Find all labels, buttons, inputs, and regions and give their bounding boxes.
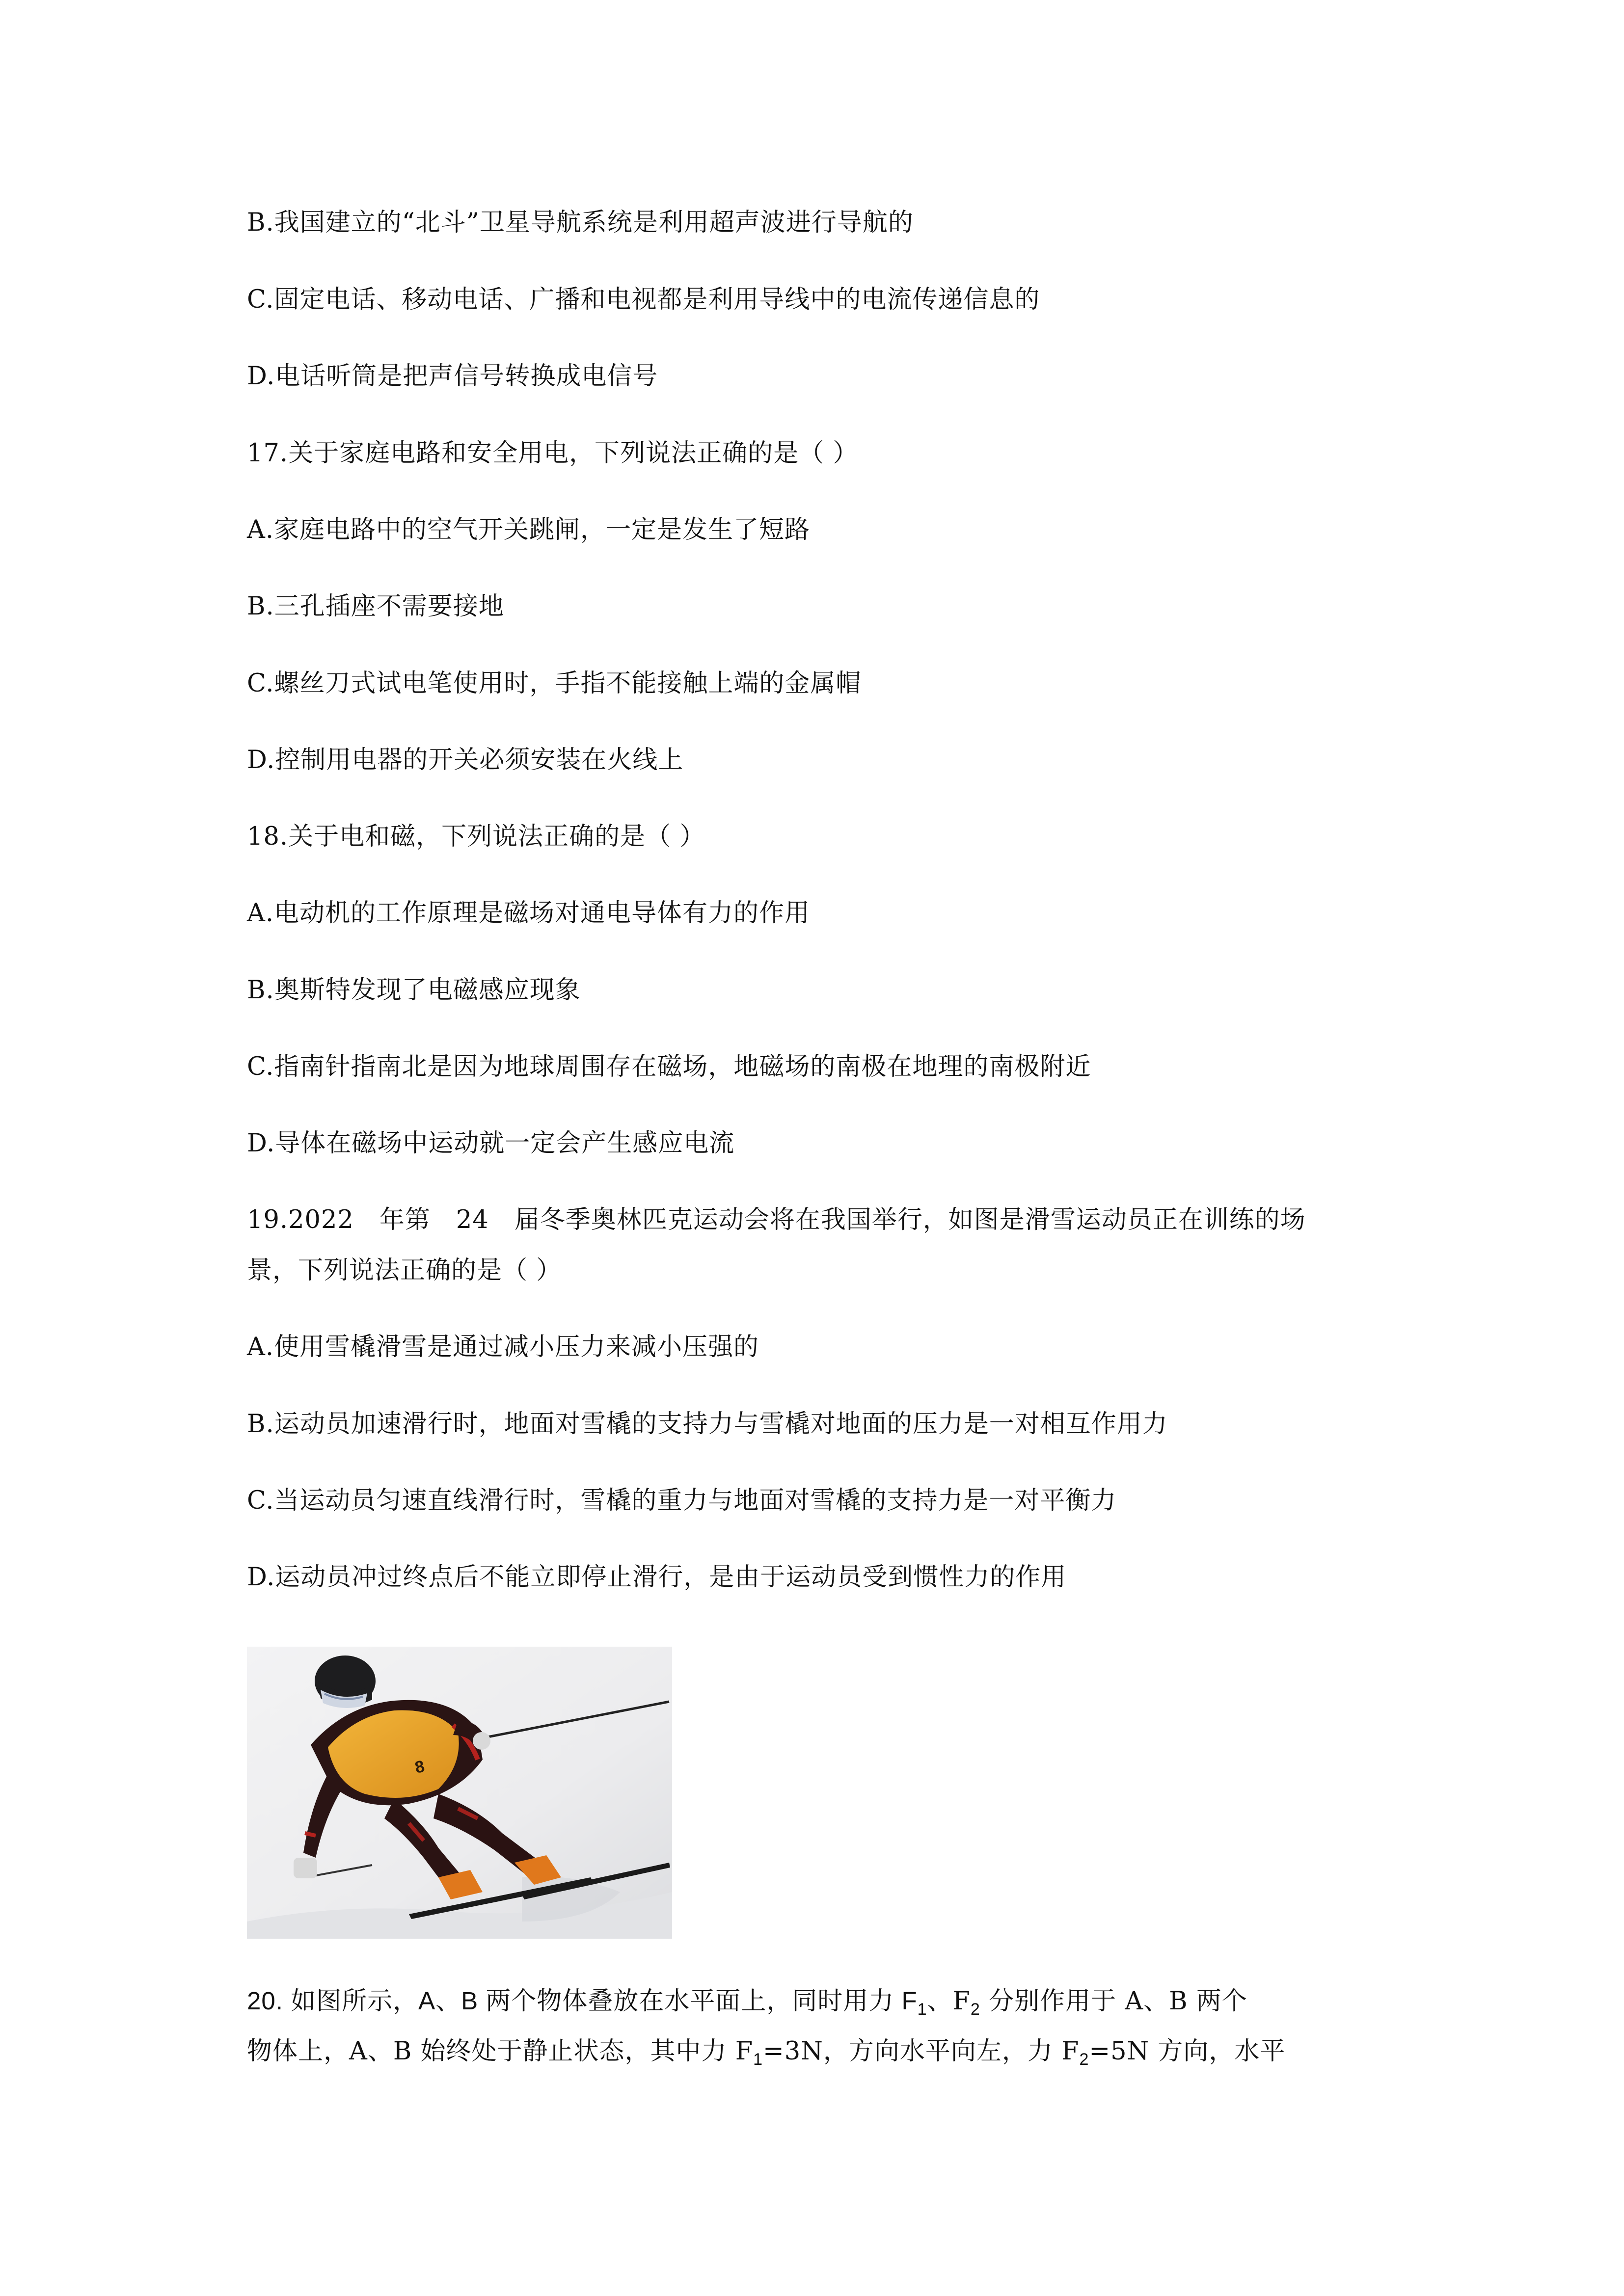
q20-line2-part-c: =5N 方向，水平 <box>1089 2037 1286 2066</box>
q20-line2-part-b: =3N，方向水平向左，力 F <box>763 2037 1080 2066</box>
line-16-c: C.固定电话、移动电话、广播和电视都是利用导线中的电流传递信息的 <box>247 285 1040 314</box>
f1-subscript: 1 <box>917 2000 927 2019</box>
q20-line2-part-a: 物体上，A、B 始终处于静止状态，其中力 F <box>247 2037 754 2066</box>
line-19-a: A.使用雪橇滑雪是通过减小压力来减小压强的 <box>247 1333 759 1362</box>
f2-subscript: 2 <box>970 2000 980 2019</box>
question-18-stem: 18.关于电和磁，下列说法正确的是（ ） <box>247 822 705 851</box>
skier-illustration <box>247 1647 672 1939</box>
line-17-c: C.螺丝刀式试电笔使用时，手指不能接触上端的金属帽 <box>247 669 862 698</box>
line-19-b: B.运动员加速滑行时，地面对雪橇的支持力与雪橇对地面的压力是一对相互作用力 <box>247 1410 1168 1439</box>
line-18-d: D.导体在磁场中运动就一定会产生感应电流 <box>247 1129 735 1158</box>
line-16-d: D.电话听筒是把声信号转换成电信号 <box>247 362 658 391</box>
line-19-c: C.当运动员匀速直线滑行时，雪橇的重力与地面对雪橇的支持力是一对平衡力 <box>247 1486 1117 1515</box>
line-17-b: B.三孔插座不需要接地 <box>247 592 504 621</box>
f1-subscript-2: 1 <box>753 2050 763 2069</box>
question-20-stem-line2 <box>247 2032 1285 2079</box>
f2-subscript-2: 2 <box>1079 2050 1089 2069</box>
line-18-b: B.奥斯特发现了电磁感应现象 <box>247 976 581 1005</box>
question-19-stem-line1: 19.2022 年第 24 届冬季奥林匹克运动会将在我国举行，如图是滑雪运动员正在训练的场 <box>247 1205 1306 1234</box>
question-20-stem-line1 <box>247 1982 1247 2029</box>
skier-photo <box>247 1647 672 1939</box>
line-18-a: A.电动机的工作原理是磁场对通电导体有力的作用 <box>247 899 811 928</box>
question-19-stem-line2: 景，下列说法正确的是（ ） <box>247 1256 562 1285</box>
q20-line1-part-b: 、F <box>927 1987 971 2016</box>
q20-line1-part-a: 20. 如图所示，A、B 两个物体叠放在水平面上，同时用力 F <box>247 1987 918 2015</box>
bib-number: 8 <box>413 1757 427 1777</box>
q20-line1-part-c: 分别作用于 A、B 两个 <box>980 1987 1247 2016</box>
line-17-a: A.家庭电路中的空气开关跳闸，一定是发生了短路 <box>247 515 811 544</box>
line-16-b: B.我国建立的“北斗”卫星导航系统是利用超声波进行导航的 <box>247 208 914 237</box>
line-19-d: D.运动员冲过终点后不能立即停止滑行，是由于运动员受到惯性力的作用 <box>247 1563 1067 1592</box>
question-17-stem: 17.关于家庭电路和安全用电，下列说法正确的是（ ） <box>247 439 859 468</box>
line-18-c: C.指南针指南北是因为地球周围存在磁场，地磁场的南极在地理的南极附近 <box>247 1052 1091 1081</box>
line-17-d: D.控制用电器的开关必须安装在火线上 <box>247 746 684 774</box>
